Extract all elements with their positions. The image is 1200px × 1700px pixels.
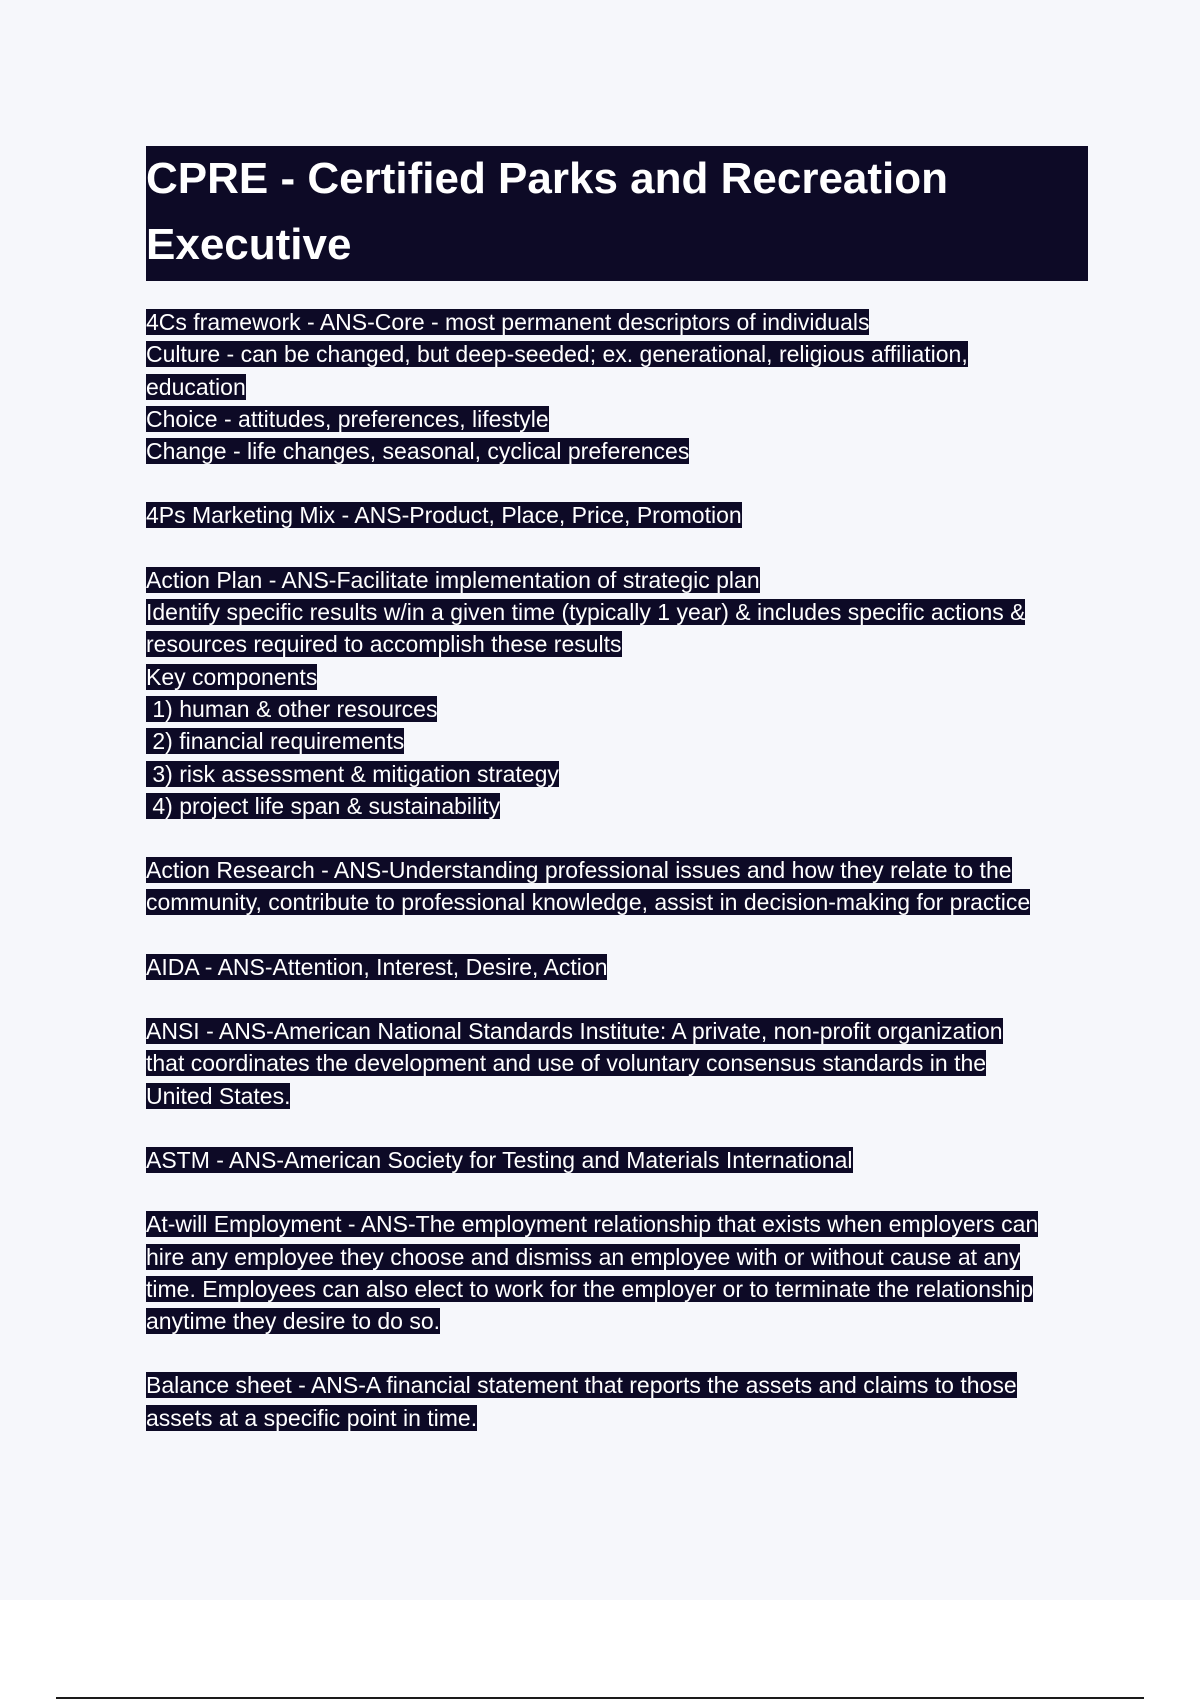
entry-line — [146, 1273, 1096, 1305]
flashcard-entry — [146, 1015, 1096, 1112]
document-title-line-1: CPRE - Certified Parks and Recreation — [146, 154, 949, 203]
highlighted-text: that coordinates the development and use of voluntary consensus standards in the — [146, 1050, 987, 1077]
entry-line — [146, 758, 1096, 790]
flashcard-entry — [146, 854, 1096, 919]
entry-line — [146, 499, 1096, 531]
entry-line — [146, 1144, 1096, 1176]
highlighted-text: Change - life changes, seasonal, cyclical preferences — [146, 438, 690, 465]
entry-line — [146, 1305, 1096, 1337]
highlighted-text: resources required to accomplish these results — [146, 631, 622, 658]
entry-line — [146, 661, 1096, 693]
highlighted-text: ANSI - ANS-American National Standards Institute: A private, non-profit organization — [146, 1018, 1003, 1045]
entry-line — [146, 564, 1096, 596]
entry-line — [146, 435, 1096, 467]
entry-line — [146, 306, 1096, 338]
highlighted-text: hire any employee they choose and dismiss an employee with or without cause at any — [146, 1243, 1021, 1270]
entry-line — [146, 1208, 1096, 1240]
flashcard-entry — [146, 1208, 1096, 1337]
entry-line — [146, 1047, 1096, 1079]
flashcard-entry — [146, 1144, 1096, 1176]
highlighted-text: community, contribute to professional knowledge, assist in decision-making for practice — [146, 889, 1031, 916]
footer-divider — [56, 1697, 1144, 1699]
highlighted-text: 4Cs framework - ANS-Core - most permanent descriptors of individuals — [146, 309, 870, 335]
highlighted-text: 1) human & other resources — [146, 695, 438, 722]
flashcard-entry — [146, 1369, 1096, 1434]
flashcard-entry — [146, 306, 1096, 467]
document-title-block — [146, 146, 1088, 281]
highlighted-text: Key components — [146, 663, 318, 690]
highlighted-text: AIDA - ANS-Attention, Interest, Desire, Action — [146, 953, 608, 980]
highlighted-text: assets at a specific point in time. — [146, 1404, 478, 1431]
document-title-line-2: Executive — [146, 220, 352, 269]
entry-line — [146, 1241, 1096, 1273]
highlighted-text: Culture - can be changed, but deep-seeded; ex. generational, religious affiliation, — [146, 341, 968, 368]
highlighted-text: 4) project life span & sustainability — [146, 792, 501, 819]
entry-line — [146, 951, 1096, 983]
highlighted-text: 4Ps Marketing Mix - ANS-Product, Place, Price, Promotion — [146, 502, 742, 529]
highlighted-text: United States. — [146, 1082, 291, 1109]
highlighted-text: Action Research - ANS-Understanding professional issues and how they relate to the — [146, 857, 1012, 884]
entry-line — [146, 725, 1096, 757]
highlighted-text: ASTM - ANS-American Society for Testing and Materials International — [146, 1146, 853, 1173]
entry-line — [146, 403, 1096, 435]
entry-line — [146, 338, 1096, 370]
entry-line — [146, 1402, 1096, 1434]
entry-line — [146, 886, 1096, 918]
highlighted-text: Identify specific results w/in a given time (typically 1 year) & includes specific actions & — [146, 599, 1026, 626]
entry-line — [146, 854, 1096, 886]
entry-line — [146, 790, 1096, 822]
flashcard-entry — [146, 564, 1096, 822]
highlighted-text: anytime they desire to do so. — [146, 1308, 441, 1335]
highlighted-text: education — [146, 373, 246, 400]
highlighted-text: Action Plan - ANS-Facilitate implementation of strategic plan — [146, 566, 760, 593]
highlighted-text: Balance sheet - ANS-A financial statement that reports the assets and claims to those — [146, 1372, 1017, 1399]
entry-line — [146, 1080, 1096, 1112]
flashcard-entry — [146, 951, 1096, 983]
highlighted-text: At-will Employment - ANS-The employment relationship that exists when employers can — [146, 1211, 1039, 1238]
flashcard-entry — [146, 499, 1096, 531]
entry-line — [146, 1015, 1096, 1047]
entry-line — [146, 1369, 1096, 1401]
highlighted-text: time. Employees can also elect to work for the employer or to terminate the relationship — [146, 1275, 1034, 1302]
highlighted-text: 2) financial requirements — [146, 728, 405, 755]
entry-line — [146, 628, 1096, 660]
entry-line — [146, 693, 1096, 725]
entry-line — [146, 596, 1096, 628]
entry-line — [146, 371, 1096, 403]
highlighted-text: 3) risk assessment & mitigation strategy — [146, 760, 559, 787]
flashcard-list — [146, 306, 1096, 1466]
highlighted-text: Choice - attitudes, preferences, lifestyle — [146, 405, 549, 432]
